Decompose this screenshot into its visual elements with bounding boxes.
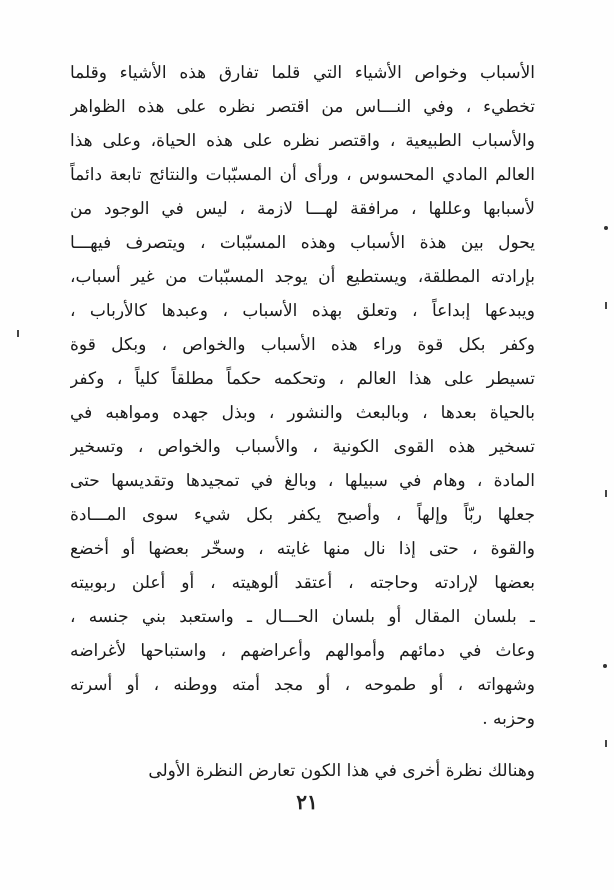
- text-line: والأسباب الطبيعية ، واقتصر نظره على هذه الحياة، وعلى هذا: [70, 131, 535, 151]
- body-text: [70, 56, 535, 788]
- page-number: ٢١: [296, 790, 318, 814]
- text-line: وكفر بكل قوة وراء هذه الأسباب والخواص ، وبكل قوة: [70, 335, 535, 355]
- margin-mark: [605, 490, 607, 497]
- text-line: وعاث في دمائهم وأموالهم وأعراضهم ، واستباحها لأغراضه: [70, 641, 535, 661]
- text-line: والقوة ، حتى إذا نال منها غايته ، وسخّر بعضها أو أخضع: [70, 539, 535, 559]
- text-line: وحزبه .: [482, 709, 535, 729]
- margin-mark: [605, 740, 607, 747]
- text-line: تسخير هذه القوى الكونية ، والأسباب والخواص ، وتسخير: [70, 437, 535, 457]
- margin-mark: [604, 226, 608, 230]
- text-line: ويبدعها إبداعاً ، وتعلق بهذه الأسباب ، وعبدها كالأرباب ،: [70, 301, 535, 321]
- text-line: بالحياة بعدها ، وبالبعث والنشور ، وبذل جهده ومواهبه في: [70, 403, 535, 423]
- text-line: وشهواته ، أو طموحه ، أو مجد أمته ووطنه ، أو أسرته: [70, 675, 535, 695]
- text-line: تخطيء ، وفي النـــاس من اقتصر نظره على هذه الظواهر: [70, 97, 535, 117]
- text-line: الأسباب وخواص الأشياء التي قلما تفارق هذه الأشياء وقلما: [70, 63, 535, 83]
- paragraph-gap: [70, 736, 535, 754]
- text-line: العالم المادي المحسوس ، ورأى أن المسبّبات والنتائج تابعة دائماً: [70, 165, 535, 185]
- margin-mark: [605, 302, 607, 309]
- text-line: وهنالك نظرة أخرى في هذا الكون تعارض النظرة الأولى: [148, 761, 535, 781]
- text-line: ـ بلسان المقال أو بلسان الحـــال ـ واستعبد بني جنسه ،: [70, 607, 535, 627]
- margin-mark: [603, 664, 607, 668]
- margin-mark: [17, 330, 19, 337]
- text-line: بإرادته المطلقة، ويستطيع أن يوجد المسبّبات من غير أسباب،: [70, 267, 535, 287]
- text-line: يحول بين هذة الأسباب وهذه المسبّبات ، ويتصرف فيهـــا: [70, 233, 535, 253]
- text-line: جعلها ربّاً وإلهاً ، وأصبح يكفر بكل شيء سوى المـــادة: [70, 505, 535, 525]
- text-line: لأسبابها وعللها ، مرافقة لهـــا لازمة ، ليس في الوجود من: [70, 199, 535, 219]
- text-line: بعضها لإرادته وحاجته ، أعتقد ألوهيته ، أو أعلن ربوبيته: [70, 573, 535, 593]
- text-line: تسيطر على هذا العالم ، وتحكمه حكماً مطلقاً كلياً ، وكفر: [70, 369, 535, 389]
- text-line: المادة ، وهام في سبيلها ، وبالغ في تمجيدها وتقديسها حتى: [70, 471, 535, 491]
